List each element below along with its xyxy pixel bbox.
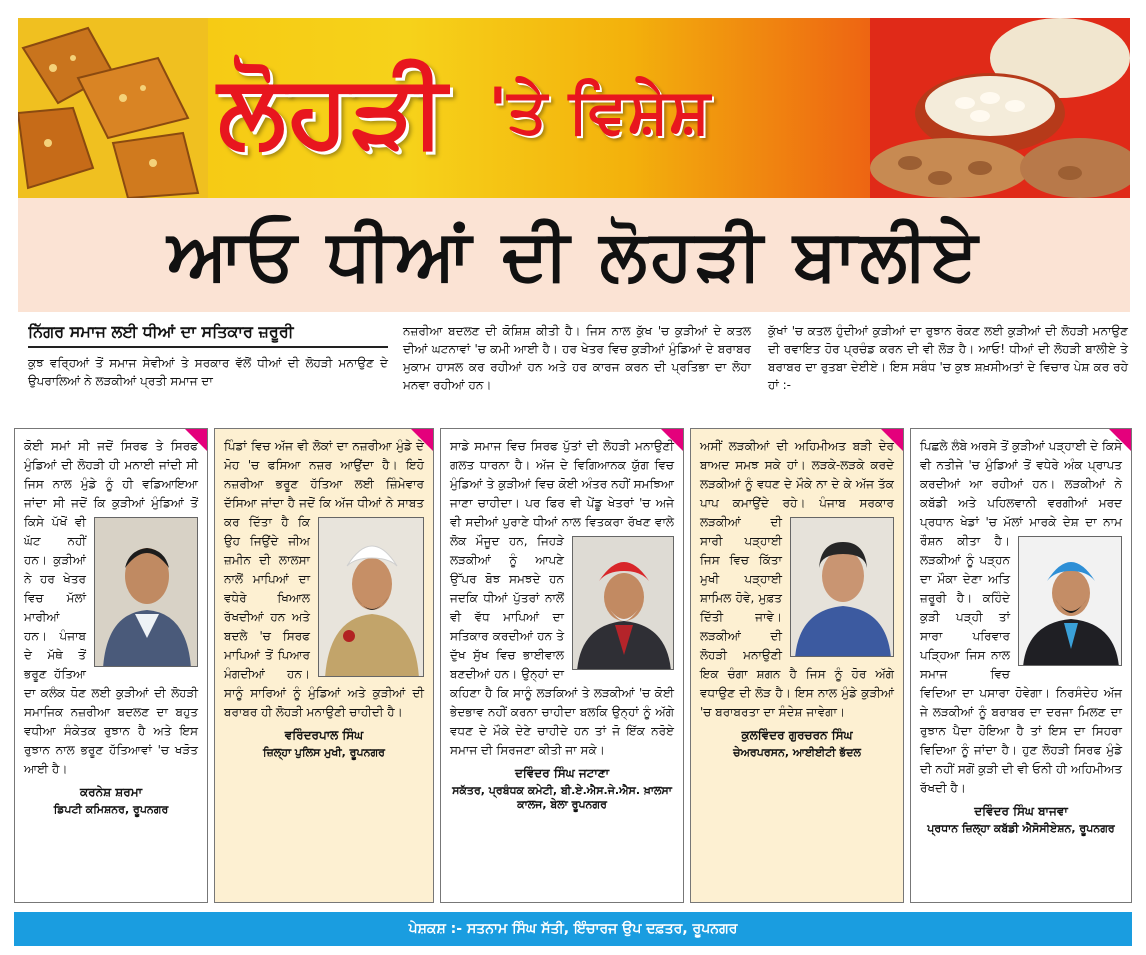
corner-marker-icon: [185, 429, 207, 451]
opinion-text-before: ਪਿਛਲੇ ਲੰਬੇ ਅਰਸੇ ਤੋਂ ਕੁੜੀਆਂ ਪੜ੍ਹਾਈ ਦੇ ਕਿਸੇ ਵੀ ਨਤੀਜੇ 'ਚ ਮੁੰਡਿਆਂ ਤੋਂ ਵਧੇਰੇ ਅੰਕ ਪ੍ਰਾਪਤ ਕਰਦੀਆਂ ਆ ਰਹੀਆਂ ਹਨ। ਲੜਕੀਆਂ ਨੇ ਕਬੱਡੀ ਅਤੇ ਪਹਿਲਵਾਨੀ ਵਰਗੀਆਂ ਮਰਦ ਪ੍ਰਧਾਨ ਖੇਡਾਂ 'ਚ ਮੱਲਾਂ ਮਾਰਕੇ ਦੇਸ਼ ਦਾ ਨਾਮ ਰੌਸ਼ਨ ਕੀਤਾ: [920, 439, 1122, 548]
corner-marker-icon: [1109, 429, 1131, 451]
opinion-text: [700, 437, 894, 722]
gajak-sweets-image: [18, 18, 208, 198]
opinion-text-after: ਕਿਸੇ ਪੱਖੋਂ ਵੀ ਘੱਟ ਨਹੀਂ ਹਨ। ਕੁੜੀਆਂ ਨੇ ਹਰ ਖੇਤਰ ਵਿਚ ਮੱਲਾਂ ਮਾਰੀਆਂ ਹਨ। ਪੰਜਾਬ ਦੇ ਮੱਥੇ ਤੋਂ ਭਰੂਣ ਹੱਤਿਆ ਦਾ ਕਲੰਕ ਧੋਣ ਲਈ ਕੁੜੀਆਂ ਦੀ ਲੋਹੜੀ ਸਮਾਜਿਕ ਨਜ਼ਰੀਆ ਬਦਲਣ ਦਾ ਬਹੁਤ ਵਧੀਆ ਸੰਕੇਤਕ ਰੁਝਾਨ ਹੈ ਅਤੇ ਇਸ ਰੁਝਾਨ ਨਾਲ ਭਰੂਣ ਹੱਤਿਆਵਾਂ 'ਚ ਖੜੋਤ ਆਈ ਹੈ।: [24, 515, 198, 776]
opinion-text-after: ਹੈ। ਲੜਕੀਆਂ ਨੂੰ ਪੜ੍ਹਨ ਦਾ ਮੌਕਾ ਦੇਣਾ ਅਤਿ ਜ਼ਰੂਰੀ ਹੈ। ਕਹਿੰਦੇ ਕੁੜੀ ਪੜ੍ਹੀ ਤਾਂ ਸਾਰਾ ਪਰਿਵਾਰ ਪੜ੍ਹਿਆ ਜਿਸ ਨਾਲ ਸਮਾਜ ਵਿਚ ਵਿਦਿਆ ਦਾ ਪਸਾਰਾ ਹੋਵੇਗਾ। ਨਿਰਸੰਦੇਹ ਅੱਜ ਜੇ ਲੜਕੀਆਂ ਨੂੰ ਬਰਾਬਰ ਦਾ ਦਰਜਾ ਮਿਲਣ ਦਾ ਰੁਝਾਨ ਪੈਦਾ ਹੋਇਆ ਹੈ ਤਾਂ ਇਸ ਦਾ ਸਿਹਰਾ ਵਿਦਿਆ ਨੂੰ ਜਾਂਦਾ ਹੈ। ਹੁਣ ਲੋਹੜੀ ਸਿਰਫ ਮੁੰਡੇ ਦੀ ਨਹੀਂ ਸਗੋਂ ਕੁੜੀ ਦੀ ਵੀ ਓਨੀ ਹੀ ਅਹਿਮੀਅਤ ਰੱਖਦੀ ਹੈ।: [920, 534, 1122, 795]
person-photo: [94, 517, 198, 667]
intro-heading: ਨਿੱਗਰ ਸਮਾਜ ਲਈ ਧੀਆਂ ਦਾ ਸਤਿਕਾਰ ਜ਼ਰੂਰੀ: [28, 322, 388, 348]
opinion-text: [920, 437, 1122, 798]
corner-marker-icon: [411, 429, 433, 451]
opinion-column-3: [440, 428, 684, 903]
intro-column-1: [28, 322, 388, 390]
opinion-text-after: ਹਨ, ਜਿਹੜੇ ਲੜਕੀਆਂ ਨੂੰ ਆਪਣੇ ਉੱਪਰ ਬੋਝ ਸਮਝਦੇ ਹਨ ਜਦਕਿ ਧੀਆਂ ਪੁੱਤਰਾਂ ਨਾਲੋਂ ਵੀ ਵੱਧ ਮਾਪਿਆਂ ਦਾ ਸਤਿਕਾਰ ਕਰਦੀਆਂ ਹਨ ਤੇ ਦੁੱਖ ਸੁੱਖ ਵਿਚ ਭਾਈਵਾਲ ਬਣਦੀਆਂ ਹਨ। ਉਨ੍ਹਾਂ ਦਾ ਕਹਿਣਾ ਹੈ ਕਿ ਸਾਨੂੰ ਲੜਕਿਆਂ ਤੇ ਲੜਕੀਆਂ 'ਚ ਕੋਈ ਭੇਦਭਾਵ ਨਹੀਂ ਕਰਨਾ ਚਾਹੀਦਾ ਬਲਕਿ ਉਨ੍ਹਾਂ ਨੂੰ ਅੱਗੇ ਵਧਣ ਦੇ ਮੌਕੇ ਦੇਣੇ ਚਾਹੀਦੇ ਹਨ ਤਾਂ ਜੋ ਇੱਕ ਨਰੋਏ ਸਮਾਜ ਦੀ ਸਿਰਜਣਾ ਕੀਤੀ ਜਾ ਸਕੇ।: [450, 534, 674, 757]
opinion-column-5: [910, 428, 1132, 903]
person-photo: [1018, 536, 1122, 666]
intro-paragraph-2: ਨਜ਼ਰੀਆ ਬਦਲਣ ਦੀ ਕੋਸ਼ਿਸ਼ ਕੀਤੀ ਹੈ। ਜਿਸ ਨਾਲ ਕੁੱਖ 'ਚ ਕੁੜੀਆਂ ਦੇ ਕਤਲ ਦੀਆਂ ਘਟਨਾਵਾਂ 'ਚ ਕਮੀ ਆਈ ਹੈ। ਹਰ ਖੇਤਰ ਵਿਚ ਕੁੜੀਆਂ ਮੁੰਡਿਆਂ ਦੇ ਬਰਾਬਰ ਮੁਕਾਮ ਹਾਸਲ ਕਰ ਰਹੀਆਂ ਹਨ ਅਤੇ ਹਰ ਕਾਰਜ ਕਰਨ ਦੀ ਪ੍ਰਤਿਭਾ ਦਾ ਲੋਹਾ ਮਨਵਾ ਰਹੀਆਂ ਹਨ।: [403, 324, 751, 392]
intro-column-3: [768, 322, 1128, 394]
author-name: ਦਵਿੰਦਰ ਸਿੰਘ ਬਾਜਵਾ: [974, 804, 1068, 818]
opinion-text-after: ਕਿ ਅੱਜ ਧੀਆਂ ਨੇ ਸਾਬਤ ਕਰ ਦਿੱਤਾ ਹੈ ਕਿ ਉਹ ਜਿਉਂਦੇ ਜੀਅ ਜ਼ਮੀਨ ਦੀ ਲਾਲਸਾ ਨਾਲੋਂ ਮਾਪਿਆਂ ਦਾ ਵਧੇਰੇ ਖਿਆਲ ਰੱਖਦੀਆਂ ਹਨ ਅਤੇ ਬਦਲੇ 'ਚ ਸਿਰਫ ਮਾਪਿਆਂ ਤੋਂ ਪਿਆਰ ਮੰਗਦੀਆਂ ਹਨ। ਸਾਨੂੰ ਸਾਰਿਆਂ ਨੂੰ ਮੁੰਡਿਆਂ ਅਤੇ ਕੁੜੀਆਂ ਦੀ ਬਰਾਬਰ ਹੀ ਲੋਹੜੀ ਮਨਾਉਣੀ ਚਾਹੀਦੀ ਹੈ।: [224, 496, 424, 719]
opinion-text-before: ਸਾਡੇ ਸਮਾਜ ਵਿਚ ਸਿਰਫ ਪੁੱਤਾਂ ਦੀ ਲੋਹੜੀ ਮਨਾਉਣੀ ਗਲਤ ਧਾਰਨਾ ਹੈ। ਅੱਜ ਦੇ ਵਿਗਿਆਨਕ ਯੁੱਗ ਵਿਚ ਮੁੰਡਿਆਂ ਤੇ ਕੁੜੀਆਂ ਵਿਚ ਕੋਈ ਅੰਤਰ ਨਹੀਂ ਸਮਝਿਆ ਜਾਣਾ ਚਾਹੀਦਾ। ਪਰ ਫਿਰ ਵੀ ਪੇਂਡੂ ਖੇਤਰਾਂ 'ਚ ਅਜੇ ਵੀ ਸਦੀਆਂ ਪੁਰਾਣੇ ਧੀਆਂ ਨਾਲ ਵਿਤਕਰਾ ਰੱਖਣ ਵਾਲੇ ਲੋਕ ਮੌਜੂਦ: [450, 439, 674, 548]
credits-footer: [14, 912, 1132, 946]
person-photo: [318, 517, 424, 677]
opinion-text-before: ਕੋਈ ਸਮਾਂ ਸੀ ਜਦੋਂ ਸਿਰਫ ਤੇ ਸਿਰਫ ਮੁੰਡਿਆਂ ਦੀ ਲੋਹੜੀ ਹੀ ਮਨਾਈ ਜਾਂਦੀ ਸੀ ਜਿਸ ਨਾਲ ਮੁੰਡੇ ਨੂੰ ਹੀ ਵਡਿਆਇਆ ਜਾਂਦਾ ਸੀ ਜਦੋਂ ਕਿ ਕੁੜੀਆਂ ਮੁੰਡਿਆਂ ਤੋਂ: [24, 439, 198, 510]
author-role: ਸਕੱਤਰ, ਪ੍ਰਬੰਧਕ ਕਮੇਟੀ, ਬੀ.ਏ.ਐਸ.ਜੇ.ਐਸ. ਖ਼ਾਲਸਾ ਕਾਲਜ, ਬੇਲਾ ਰੂਪਨਗਰ: [452, 784, 672, 811]
peanuts-popcorn-image: [870, 18, 1130, 198]
opinion-text: [24, 437, 198, 779]
intro-column-2: [403, 322, 751, 394]
author-name: ਕੁਲਵਿੰਦਰ ਗੁਰਚਰਨ ਸਿੰਘ: [741, 728, 853, 742]
banner-title: [218, 46, 878, 176]
opinion-text-before: ਪਿੰਡਾਂ ਵਿਚ ਅੱਜ ਵੀ ਲੋਕਾਂ ਦਾ ਨਜ਼ਰੀਆ ਮੁੰਡੇ ਦੇ ਮੋਹ 'ਚ ਫਸਿਆ ਨਜ਼ਰ ਆਉਂਦਾ ਹੈ। ਇਹੋ ਨਜ਼ਰੀਆ ਭਰੂਣ ਹੱਤਿਆ ਲਈ ਜ਼ਿੰਮੇਵਾਰ ਦੱਸਿਆ ਜਾਂਦਾ ਹੈ ਜਦੋਂ: [224, 439, 424, 510]
author-name: ਕਰਨੇਸ਼ ਸ਼ਰਮਾ: [79, 785, 143, 799]
person-photo: [572, 536, 674, 670]
intro-section: [28, 322, 1128, 418]
main-headline: ਆਓ ਧੀਆਂ ਦੀ ਲੋਹੜੀ ਬਾਲੀਏ: [167, 213, 981, 296]
corner-marker-icon: [881, 429, 903, 451]
intro-paragraph-1: ਕੁਝ ਵਰ੍ਹਿਆਂ ਤੋਂ ਸਮਾਜ ਸੇਵੀਆਂ ਤੇ ਸਰਕਾਰ ਵੱਲੋਂ ਧੀਆਂ ਦੀ ਲੋਹੜੀ ਮਨਾਉਣ ਦੇ ਉਪਰਾਲਿਆਂ ਨੇ ਲੜਕੀਆਂ ਪ੍ਰਤੀ ਸਮਾਜ ਦਾ: [28, 356, 388, 388]
banner-title-main: ਲੋਹੜੀ: [218, 52, 449, 169]
person-photo: [790, 517, 894, 657]
opinion-text-after: ਸਾਰੀ ਪੜ੍ਹਾਈ ਜਿਸ ਵਿਚ ਕਿੱਤਾ ਮੁਖੀ ਪੜ੍ਹਾਈ ਸ਼ਾਮਿਲ ਹੋਵੇ, ਮੁਫ਼ਤ ਦਿੱਤੀ ਜਾਵੇ। ਲੜਕੀਆਂ ਦੀ ਲੋਹੜੀ ਮਨਾਉਣੀ ਇਕ ਚੰਗਾ ਸ਼ਗਨ ਹੈ ਜਿਸ ਨੂੰ ਹੋਰ ਅੱਗੇ ਵਧਾਉਣ ਦੀ ਲੋੜ ਹੈ। ਇਸ ਨਾਲ ਮੁੰਡੇ ਕੁੜੀਆਂ 'ਚ ਬਰਾਬਰਤਾ ਦਾ ਸੰਦੇਸ਼ ਜਾਵੇਗਾ।: [700, 534, 894, 719]
author-role: ਪ੍ਰਧਾਨ ਜ਼ਿਲ੍ਹਾ ਕਬੱਡੀ ਐਸੋਸੀਏਸ਼ਨ, ਰੂਪਨਗਰ: [927, 822, 1115, 835]
author-name: ਵਰਿੰਦਰਪਾਲ ਸਿੰਘ: [284, 728, 364, 742]
intro-paragraph-3: ਕੁੱਖਾਂ 'ਚ ਕਤਲ ਹੁੰਦੀਆਂ ਕੁੜੀਆਂ ਦਾ ਰੁਝਾਨ ਰੋਕਣ ਲਈ ਕੁੜੀਆਂ ਦੀ ਲੋਹੜੀ ਮਨਾਉਣ ਦੀ ਰਵਾਇਤ ਹੋਰ ਪ੍ਰਚੰਡ ਕਰਨ ਦੀ ਵੀ ਲੋੜ ਹੈ। ਆਓ! ਧੀਆਂ ਦੀ ਲੋਹੜੀ ਬਾਲੀਏ ਤੇ ਬਰਾਬਰ ਦਾ ਰੁਤਬਾ ਦੇਈਏ। ਇਸ ਸਬੰਧ 'ਚ ਕੁਝ ਸ਼ਖ਼ਸੀਅਤਾਂ ਦੇ ਵਿਚਾਰ ਪੇਸ਼ ਕਰ ਰਹੇ ਹਾਂ :-: [768, 324, 1128, 392]
opinion-text-before: ਅਸੀਂ ਲੜਕੀਆਂ ਦੀ ਅਹਿਮੀਅਤ ਬੜੀ ਦੇਰ ਬਾਅਦ ਸਮਝ ਸਕੇ ਹਾਂ। ਲੜਕੇ-ਲੜਕੇ ਕਰਦੇ ਲੜਕੀਆਂ ਨੂੰ ਵਧਣ ਦੇ ਮੌਕੇ ਨਾ ਦੇ ਕੇ ਅੱਜ ਤੱਕ ਪਾਪ ਕਮਾਉਂਦੇ ਰਹੇ। ਪੰਜਾਬ ਸਰਕਾਰ ਲੜਕੀਆਂ ਦੀ: [700, 439, 894, 529]
headline-band: [18, 198, 1130, 312]
opinion-column-1: [14, 428, 208, 903]
author-role: ਚੇਅਰਪਰਸਨ, ਆਈਈਟੀ ਭੱਦਲ: [733, 746, 861, 759]
credits-text: ਪੇਸ਼ਕਸ਼ :- ਸਤਨਾਮ ਸਿੰਘ ਸੱਤੀ, ਇੰਚਾਰਜ ਉਪ ਦਫ਼ਤਰ, ਰੂਪਨਗਰ: [408, 921, 738, 937]
opinion-text: [224, 437, 424, 722]
author-name: ਦਵਿੰਦਰ ਸਿੰਘ ਜਟਾਣਾ: [514, 766, 610, 780]
opinion-text: [450, 437, 674, 760]
opinion-column-4: [690, 428, 904, 903]
opinion-column-2: [214, 428, 434, 903]
author-role: ਜ਼ਿਲ੍ਹਾ ਪੁਲਿਸ ਮੁਖੀ, ਰੂਪਨਗਰ: [263, 746, 385, 759]
corner-marker-icon: [661, 429, 683, 451]
author-role: ਡਿਪਟੀ ਕਮਿਸ਼ਨਰ, ਰੂਪਨਗਰ: [53, 803, 169, 816]
lohri-banner: [18, 18, 1130, 198]
banner-title-sub: 'ਤੇ ਵਿਸ਼ੇਸ਼: [488, 74, 711, 147]
